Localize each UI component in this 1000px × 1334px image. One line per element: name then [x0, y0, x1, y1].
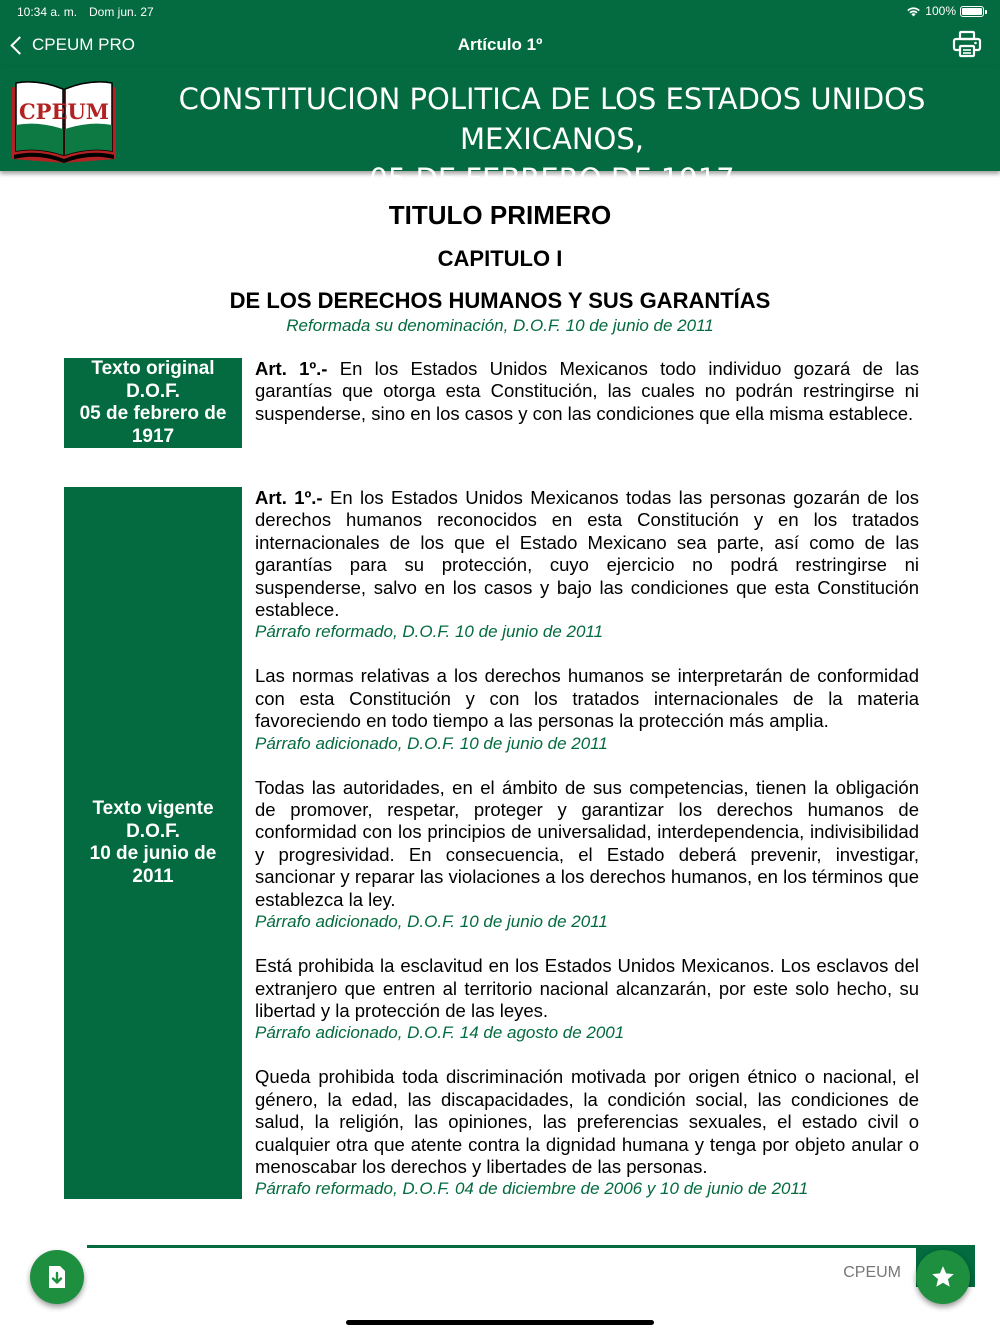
download-button[interactable] [30, 1250, 84, 1304]
original-article-text [255, 358, 919, 425]
battery-percent: 100% [925, 4, 956, 18]
paragraph-note: Párrafo adicionado, D.O.F. 10 de junio de 2011 [255, 733, 608, 753]
paragraph: Está prohibida la esclavitud en los Estados Unidos Mexicanos. Los esclavos del extranjero que entren al territorio nacional alcanzarán, por este solo hecho, su libertad y la protección de las leyes. Párrafo adicionado, D.O.F. 14 de agosto de 2001 [255, 955, 919, 1043]
constitution-banner [0, 67, 1000, 196]
titulo-heading: TITULO PRIMERO [388, 200, 612, 230]
status-time: 10:34 a. m. [17, 5, 78, 19]
star-icon [930, 1264, 956, 1290]
banner-title [122, 79, 982, 199]
banner-title-line2: 05 DE FEBRERO DE 1917 [369, 162, 735, 196]
paragraph-note: Párrafo adicionado, D.O.F. 14 de agosto de 2001 [255, 1023, 625, 1043]
article-label: Art. 1º.- [255, 358, 328, 379]
original-text-label: Texto original D.O.F. 05 de febrero de 1917 [64, 358, 242, 448]
chapter-subtitle: DE LOS DERECHOS HUMANOS Y SUS GARANTÍAS [229, 288, 771, 313]
nav-title: Artículo 1º [457, 35, 543, 54]
banner-title-line1: CONSTITUCION POLITICA DE LOS ESTADOS UNIDOS MEXICANOS, [178, 82, 926, 156]
reform-note: Reformada su denominación, D.O.F. 10 de junio de 2011 [286, 316, 714, 335]
current-article-text [255, 487, 919, 1200]
home-indicator[interactable] [346, 1320, 654, 1325]
status-right [906, 4, 984, 18]
footer-label: CPEUM [843, 1264, 901, 1281]
paragraph-note: Párrafo reformado, D.O.F. 04 de diciembre de 2006 y 10 de junio de 2011 [255, 1179, 809, 1199]
paragraph: Todas las autoridades, en el ámbito de sus competencias, tienen la obligación de promover, respetar, proteger y garantizar los derechos humanos de conformidad con los principios de universalidad, interdependencia, indivisibilidad y progresividad. En consecuencia, el Estado deberá prevenir, investigar, sancionar y reparar las violaciones a los derechos humanos, en los términos que establezca la ley. Párrafo adicionado, D.O.F. 10 de junio de 2011 [255, 776, 919, 932]
printer-icon[interactable] [952, 30, 982, 58]
paragraph-note: Párrafo reformado, D.O.F. 10 de junio de 2011 [255, 622, 604, 642]
footer-divider [87, 1245, 975, 1248]
wifi-icon [906, 6, 921, 17]
status-date: Dom jun. 27 [89, 5, 154, 19]
svg-text:CPEUM: CPEUM [18, 99, 110, 124]
paragraph: Queda prohibida toda discriminación motivada por origen étnico o nacional, el género, la edad, las discapacidades, la condición social, las condiciones de salud, la religión, las opiniones, las preferencias sexuales, el estado civil o cualquier otra que atente contra la dignidad humana y tenga por objeto anular o menoscabar los derechos y libertades de las personas. Párrafo reformado, D.O.F. 04 de diciembre de 2006 y 10 de junio de 2011 [255, 1066, 919, 1199]
top-bar [0, 0, 1000, 67]
current-text-label: Texto vigente D.O.F. 10 de junio de 2011 [64, 487, 242, 1199]
download-icon [46, 1265, 68, 1289]
capitulo-heading: CAPITULO I [437, 246, 563, 271]
paragraph: Las normas relativas a los derechos humanos se interpretarán de conformidad con esta Constitución y con los tratados internacionales de la materia favoreciendo en todo tiempo a las personas la protección más amplia. Párrafo adicionado, D.O.F. 10 de junio de 2011 [255, 665, 919, 753]
paragraph-note: Párrafo adicionado, D.O.F. 10 de junio de 2011 [255, 912, 608, 932]
paragraph: Art. 1º.- En los Estados Unidos Mexicanos todas las personas gozarán de los derechos humanos reconocidos en esta Constitución y en los tratados internacionales de los que el Estado Mexicano sea parte, así como de las garantías para su protección, cuyo ejercicio no podrá restringirse ni suspenderse, salvo en los casos y bajo las condiciones que esta Constitución establece. Párrafo reformado, D.O.F. 10 de junio de 2011 [255, 487, 919, 642]
favorite-button[interactable] [916, 1250, 970, 1304]
article-body: En los Estados Unidos Mexicanos todo individuo gozará de las garantías que otorga esta Constitución, las cuales no podrán restringirse ni suspenderse, sino en los casos y con las condiciones que ella misma establece. [255, 358, 919, 424]
battery-icon [960, 6, 984, 17]
back-label: CPEUM PRO [32, 35, 135, 54]
article-label: Art. 1º.- [255, 487, 323, 508]
cpeum-book-logo [8, 77, 120, 163]
